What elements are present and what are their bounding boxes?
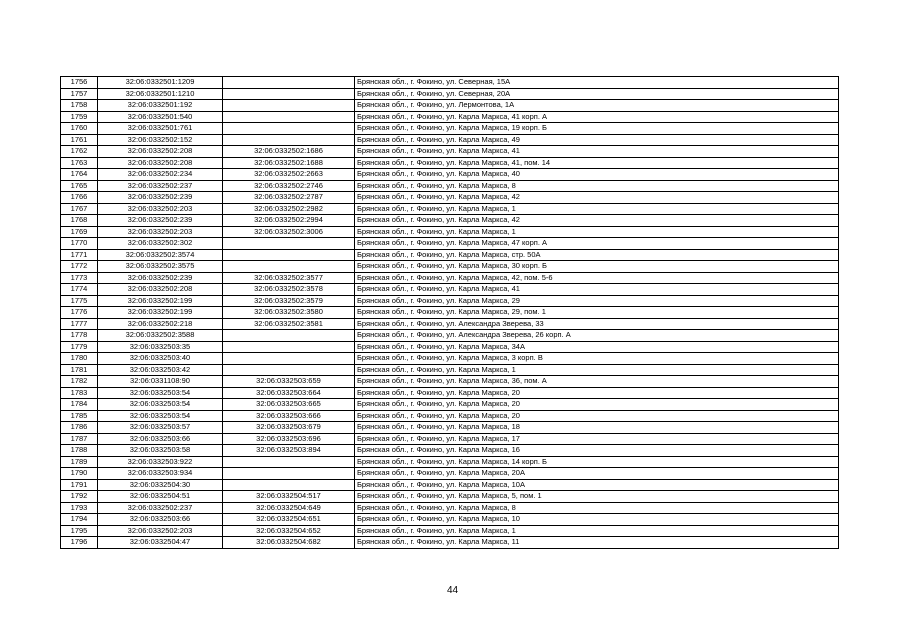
object-cadastral-number-cell <box>223 88 355 100</box>
object-cadastral-number-cell <box>223 238 355 250</box>
table-row <box>61 376 839 388</box>
table-row <box>61 146 839 158</box>
object-cadastral-number-cell: 32:06:0332502:1686 <box>223 146 355 158</box>
object-cadastral-number-cell: 32:06:0332502:3579 <box>223 295 355 307</box>
row-number-cell: 1779 <box>61 341 98 353</box>
table-row <box>61 134 839 146</box>
row-number-cell: 1763 <box>61 157 98 169</box>
object-cadastral-number-cell: 32:06:0332504:651 <box>223 514 355 526</box>
address-cell: Брянская обл., г. Фокино, ул. Карла Маркса, 41, пом. 14 <box>355 157 839 169</box>
land-cadastral-number-cell: 32:06:0332503:58 <box>98 445 223 457</box>
table-row <box>61 330 839 342</box>
object-cadastral-number-cell: 32:06:0332503:659 <box>223 376 355 388</box>
table-row <box>61 387 839 399</box>
land-cadastral-number-cell: 32:06:0332503:54 <box>98 399 223 411</box>
table-row <box>61 180 839 192</box>
row-number-cell: 1793 <box>61 502 98 514</box>
address-cell: Брянская обл., г. Фокино, ул. Карла Маркса, 16 <box>355 445 839 457</box>
address-cell: Брянская обл., г. Фокино, ул. Северная, 15А <box>355 77 839 89</box>
object-cadastral-number-cell: 32:06:0332503:696 <box>223 433 355 445</box>
table-row <box>61 341 839 353</box>
land-cadastral-number-cell: 32:06:0332502:239 <box>98 192 223 204</box>
address-cell: Брянская обл., г. Фокино, ул. Карла Маркса, 1 <box>355 364 839 376</box>
object-cadastral-number-cell: 32:06:0332503:666 <box>223 410 355 422</box>
address-cell: Брянская обл., г. Фокино, ул. Карла Маркса, 1 <box>355 226 839 238</box>
row-number-cell: 1787 <box>61 433 98 445</box>
table-row <box>61 525 839 537</box>
address-cell: Брянская обл., г. Фокино, ул. Карла Маркса, 41 корп. А <box>355 111 839 123</box>
land-cadastral-number-cell: 32:06:0332502:3588 <box>98 330 223 342</box>
address-cell: Брянская обл., г. Фокино, ул. Карла Маркса, 3 корп. В <box>355 353 839 365</box>
register-table <box>60 76 839 549</box>
register-table-body <box>61 77 839 549</box>
object-cadastral-number-cell <box>223 134 355 146</box>
object-cadastral-number-cell: 32:06:0332503:679 <box>223 422 355 434</box>
object-cadastral-number-cell: 32:06:0332502:3577 <box>223 272 355 284</box>
row-number-cell: 1761 <box>61 134 98 146</box>
object-cadastral-number-cell: 32:06:0332502:2982 <box>223 203 355 215</box>
land-cadastral-number-cell: 32:06:0332502:199 <box>98 295 223 307</box>
address-cell: Брянская обл., г. Фокино, ул. Лермонтова, 1А <box>355 100 839 112</box>
object-cadastral-number-cell <box>223 479 355 491</box>
table-row <box>61 272 839 284</box>
object-cadastral-number-cell: 32:06:0332502:2663 <box>223 169 355 181</box>
address-cell: Брянская обл., г. Фокино, ул. Карла Маркса, 20 <box>355 399 839 411</box>
page-number: 44 <box>446 585 459 596</box>
land-cadastral-number-cell: 32:06:0332502:208 <box>98 284 223 296</box>
address-cell: Брянская обл., г. Фокино, ул. Карла Маркса, 10А <box>355 479 839 491</box>
object-cadastral-number-cell <box>223 341 355 353</box>
address-cell: Брянская обл., г. Фокино, ул. Карла Маркса, стр. 50А <box>355 249 839 261</box>
row-number-cell: 1760 <box>61 123 98 135</box>
row-number-cell: 1767 <box>61 203 98 215</box>
object-cadastral-number-cell <box>223 123 355 135</box>
address-cell: Брянская обл., г. Фокино, ул. Карла Маркса, 36, пом. А <box>355 376 839 388</box>
land-cadastral-number-cell: 32:06:0332503:40 <box>98 353 223 365</box>
address-cell: Брянская обл., г. Фокино, ул. Карла Маркса, 42 <box>355 192 839 204</box>
object-cadastral-number-cell <box>223 261 355 273</box>
row-number-cell: 1789 <box>61 456 98 468</box>
land-cadastral-number-cell: 32:06:0332502:208 <box>98 157 223 169</box>
address-cell: Брянская обл., г. Фокино, ул. Карла Маркса, 19 корп. Б <box>355 123 839 135</box>
table-row <box>61 100 839 112</box>
address-cell: Брянская обл., г. Фокино, ул. Карла Маркса, 34А <box>355 341 839 353</box>
address-cell: Брянская обл., г. Фокино, ул. Карла Маркса, 29 <box>355 295 839 307</box>
row-number-cell: 1791 <box>61 479 98 491</box>
table-row <box>61 445 839 457</box>
row-number-cell: 1771 <box>61 249 98 261</box>
address-cell: Брянская обл., г. Фокино, ул. Карла Маркса, 42 <box>355 215 839 227</box>
row-number-cell: 1762 <box>61 146 98 158</box>
object-cadastral-number-cell: 32:06:0332503:665 <box>223 399 355 411</box>
row-number-cell: 1772 <box>61 261 98 273</box>
land-cadastral-number-cell: 32:06:0332502:239 <box>98 215 223 227</box>
table-row <box>61 169 839 181</box>
address-cell: Брянская обл., г. Фокино, ул. Карла Маркса, 30 корп. Б <box>355 261 839 273</box>
address-cell: Брянская обл., г. Фокино, ул. Карла Маркса, 1 <box>355 203 839 215</box>
table-row <box>61 238 839 250</box>
address-cell: Брянская обл., г. Фокино, ул. Карла Маркса, 49 <box>355 134 839 146</box>
address-cell: Брянская обл., г. Фокино, ул. Карла Маркса, 18 <box>355 422 839 434</box>
row-number-cell: 1794 <box>61 514 98 526</box>
row-number-cell: 1792 <box>61 491 98 503</box>
row-number-cell: 1764 <box>61 169 98 181</box>
row-number-cell: 1781 <box>61 364 98 376</box>
row-number-cell: 1774 <box>61 284 98 296</box>
address-cell: Брянская обл., г. Фокино, ул. Карла Маркса, 20А <box>355 468 839 480</box>
land-cadastral-number-cell: 32:06:0332502:3575 <box>98 261 223 273</box>
row-number-cell: 1776 <box>61 307 98 319</box>
row-number-cell: 1790 <box>61 468 98 480</box>
table-row <box>61 422 839 434</box>
table-row <box>61 249 839 261</box>
object-cadastral-number-cell: 32:06:0332502:3578 <box>223 284 355 296</box>
address-cell: Брянская обл., г. Фокино, ул. Карла Маркса, 8 <box>355 180 839 192</box>
table-row <box>61 88 839 100</box>
object-cadastral-number-cell: 32:06:0332502:3581 <box>223 318 355 330</box>
object-cadastral-number-cell <box>223 249 355 261</box>
land-cadastral-number-cell: 32:06:0332503:42 <box>98 364 223 376</box>
table-row <box>61 111 839 123</box>
land-cadastral-number-cell: 32:06:0332502:203 <box>98 203 223 215</box>
table-row <box>61 502 839 514</box>
row-number-cell: 1784 <box>61 399 98 411</box>
table-row <box>61 295 839 307</box>
object-cadastral-number-cell: 32:06:0332503:664 <box>223 387 355 399</box>
table-row <box>61 468 839 480</box>
land-cadastral-number-cell: 32:06:0332502:237 <box>98 180 223 192</box>
table-row <box>61 157 839 169</box>
land-cadastral-number-cell: 32:06:0332503:54 <box>98 410 223 422</box>
table-row <box>61 307 839 319</box>
row-number-cell: 1765 <box>61 180 98 192</box>
row-number-cell: 1777 <box>61 318 98 330</box>
object-cadastral-number-cell <box>223 111 355 123</box>
address-cell: Брянская обл., г. Фокино, ул. Карла Маркса, 1 <box>355 525 839 537</box>
land-cadastral-number-cell: 32:06:0332504:47 <box>98 537 223 549</box>
row-number-cell: 1773 <box>61 272 98 284</box>
row-number-cell: 1759 <box>61 111 98 123</box>
land-cadastral-number-cell: 32:06:0332503:934 <box>98 468 223 480</box>
address-cell: Брянская обл., г. Фокино, ул. Карла Маркса, 20 <box>355 410 839 422</box>
object-cadastral-number-cell <box>223 468 355 480</box>
land-cadastral-number-cell: 32:06:0332501:540 <box>98 111 223 123</box>
row-number-cell: 1770 <box>61 238 98 250</box>
table-row <box>61 226 839 238</box>
row-number-cell: 1758 <box>61 100 98 112</box>
object-cadastral-number-cell: 32:06:0332502:3006 <box>223 226 355 238</box>
land-cadastral-number-cell: 32:06:0332503:57 <box>98 422 223 434</box>
table-row <box>61 192 839 204</box>
object-cadastral-number-cell: 32:06:0332502:2787 <box>223 192 355 204</box>
address-cell: Брянская обл., г. Фокино, ул. Карла Маркса, 20 <box>355 387 839 399</box>
address-cell: Брянская обл., г. Фокино, ул. Карла Маркса, 10 <box>355 514 839 526</box>
land-cadastral-number-cell: 32:06:0332502:234 <box>98 169 223 181</box>
address-cell: Брянская обл., г. Фокино, ул. Александра Зверева, 33 <box>355 318 839 330</box>
row-number-cell: 1783 <box>61 387 98 399</box>
row-number-cell: 1785 <box>61 410 98 422</box>
row-number-cell: 1788 <box>61 445 98 457</box>
row-number-cell: 1786 <box>61 422 98 434</box>
table-row <box>61 123 839 135</box>
object-cadastral-number-cell: 32:06:0332503:894 <box>223 445 355 457</box>
table-row <box>61 410 839 422</box>
land-cadastral-number-cell: 32:06:0332501:761 <box>98 123 223 135</box>
land-cadastral-number-cell: 32:06:0332503:35 <box>98 341 223 353</box>
object-cadastral-number-cell: 32:06:0332502:2994 <box>223 215 355 227</box>
row-number-cell: 1796 <box>61 537 98 549</box>
land-cadastral-number-cell: 32:06:0332504:51 <box>98 491 223 503</box>
address-cell: Брянская обл., г. Фокино, ул. Карла Маркса, 17 <box>355 433 839 445</box>
row-number-cell: 1756 <box>61 77 98 89</box>
object-cadastral-number-cell: 32:06:0332504:682 <box>223 537 355 549</box>
table-row <box>61 318 839 330</box>
land-cadastral-number-cell: 32:06:0332503:66 <box>98 433 223 445</box>
row-number-cell: 1766 <box>61 192 98 204</box>
address-cell: Брянская обл., г. Фокино, ул. Карла Маркса, 11 <box>355 537 839 549</box>
table-row <box>61 284 839 296</box>
row-number-cell: 1795 <box>61 525 98 537</box>
land-cadastral-number-cell: 32:06:0332502:152 <box>98 134 223 146</box>
land-cadastral-number-cell: 32:06:0332503:66 <box>98 514 223 526</box>
address-cell: Брянская обл., г. Фокино, ул. Карла Маркса, 8 <box>355 502 839 514</box>
table-row <box>61 537 839 549</box>
table-row <box>61 491 839 503</box>
land-cadastral-number-cell: 32:06:0332501:1209 <box>98 77 223 89</box>
land-cadastral-number-cell: 32:06:0332501:192 <box>98 100 223 112</box>
address-cell: Брянская обл., г. Фокино, ул. Карла Маркса, 29, пом. 1 <box>355 307 839 319</box>
address-cell: Брянская обл., г. Фокино, ул. Карла Маркса, 14 корп. Б <box>355 456 839 468</box>
land-cadastral-number-cell: 32:06:0332504:30 <box>98 479 223 491</box>
row-number-cell: 1775 <box>61 295 98 307</box>
land-cadastral-number-cell: 32:06:0332502:3574 <box>98 249 223 261</box>
table-row <box>61 203 839 215</box>
object-cadastral-number-cell: 32:06:0332502:3580 <box>223 307 355 319</box>
land-cadastral-number-cell: 32:06:0332502:203 <box>98 226 223 238</box>
object-cadastral-number-cell <box>223 77 355 89</box>
table-row <box>61 479 839 491</box>
row-number-cell: 1769 <box>61 226 98 238</box>
row-number-cell: 1768 <box>61 215 98 227</box>
land-cadastral-number-cell: 32:06:0332502:239 <box>98 272 223 284</box>
table-row <box>61 433 839 445</box>
object-cadastral-number-cell <box>223 364 355 376</box>
object-cadastral-number-cell: 32:06:0332504:652 <box>223 525 355 537</box>
land-cadastral-number-cell: 32:06:0332503:922 <box>98 456 223 468</box>
table-row <box>61 364 839 376</box>
table-row <box>61 353 839 365</box>
table-row <box>61 77 839 89</box>
land-cadastral-number-cell: 32:06:0332501:1210 <box>98 88 223 100</box>
land-cadastral-number-cell: 32:06:0332502:302 <box>98 238 223 250</box>
object-cadastral-number-cell: 32:06:0332502:1688 <box>223 157 355 169</box>
land-cadastral-number-cell: 32:06:0332502:237 <box>98 502 223 514</box>
address-cell: Брянская обл., г. Фокино, ул. Карла Маркса, 5, пом. 1 <box>355 491 839 503</box>
land-cadastral-number-cell: 32:06:0332502:218 <box>98 318 223 330</box>
land-cadastral-number-cell: 32:06:0332502:199 <box>98 307 223 319</box>
address-cell: Брянская обл., г. Фокино, ул. Карла Маркса, 47 корп. А <box>355 238 839 250</box>
table-row <box>61 215 839 227</box>
address-cell: Брянская обл., г. Фокино, ул. Северная, 20А <box>355 88 839 100</box>
object-cadastral-number-cell <box>223 330 355 342</box>
land-cadastral-number-cell: 32:06:0332503:54 <box>98 387 223 399</box>
object-cadastral-number-cell <box>223 456 355 468</box>
land-cadastral-number-cell: 32:06:0332502:203 <box>98 525 223 537</box>
row-number-cell: 1780 <box>61 353 98 365</box>
table-row <box>61 456 839 468</box>
table-row <box>61 399 839 411</box>
address-cell: Брянская обл., г. Фокино, ул. Карла Маркса, 41 <box>355 284 839 296</box>
row-number-cell: 1757 <box>61 88 98 100</box>
row-number-cell: 1782 <box>61 376 98 388</box>
address-cell: Брянская обл., г. Фокино, ул. Карла Маркса, 42, пом. 5-6 <box>355 272 839 284</box>
object-cadastral-number-cell <box>223 353 355 365</box>
table-row <box>61 261 839 273</box>
object-cadastral-number-cell: 32:06:0332504:517 <box>223 491 355 503</box>
land-cadastral-number-cell: 32:06:0331108:90 <box>98 376 223 388</box>
object-cadastral-number-cell: 32:06:0332504:649 <box>223 502 355 514</box>
object-cadastral-number-cell <box>223 100 355 112</box>
address-cell: Брянская обл., г. Фокино, ул. Александра Зверева, 26 корп. А <box>355 330 839 342</box>
land-cadastral-number-cell: 32:06:0332502:208 <box>98 146 223 158</box>
row-number-cell: 1778 <box>61 330 98 342</box>
address-cell: Брянская обл., г. Фокино, ул. Карла Маркса, 41 <box>355 146 839 158</box>
address-cell: Брянская обл., г. Фокино, ул. Карла Маркса, 40 <box>355 169 839 181</box>
table-row <box>61 514 839 526</box>
object-cadastral-number-cell: 32:06:0332502:2746 <box>223 180 355 192</box>
